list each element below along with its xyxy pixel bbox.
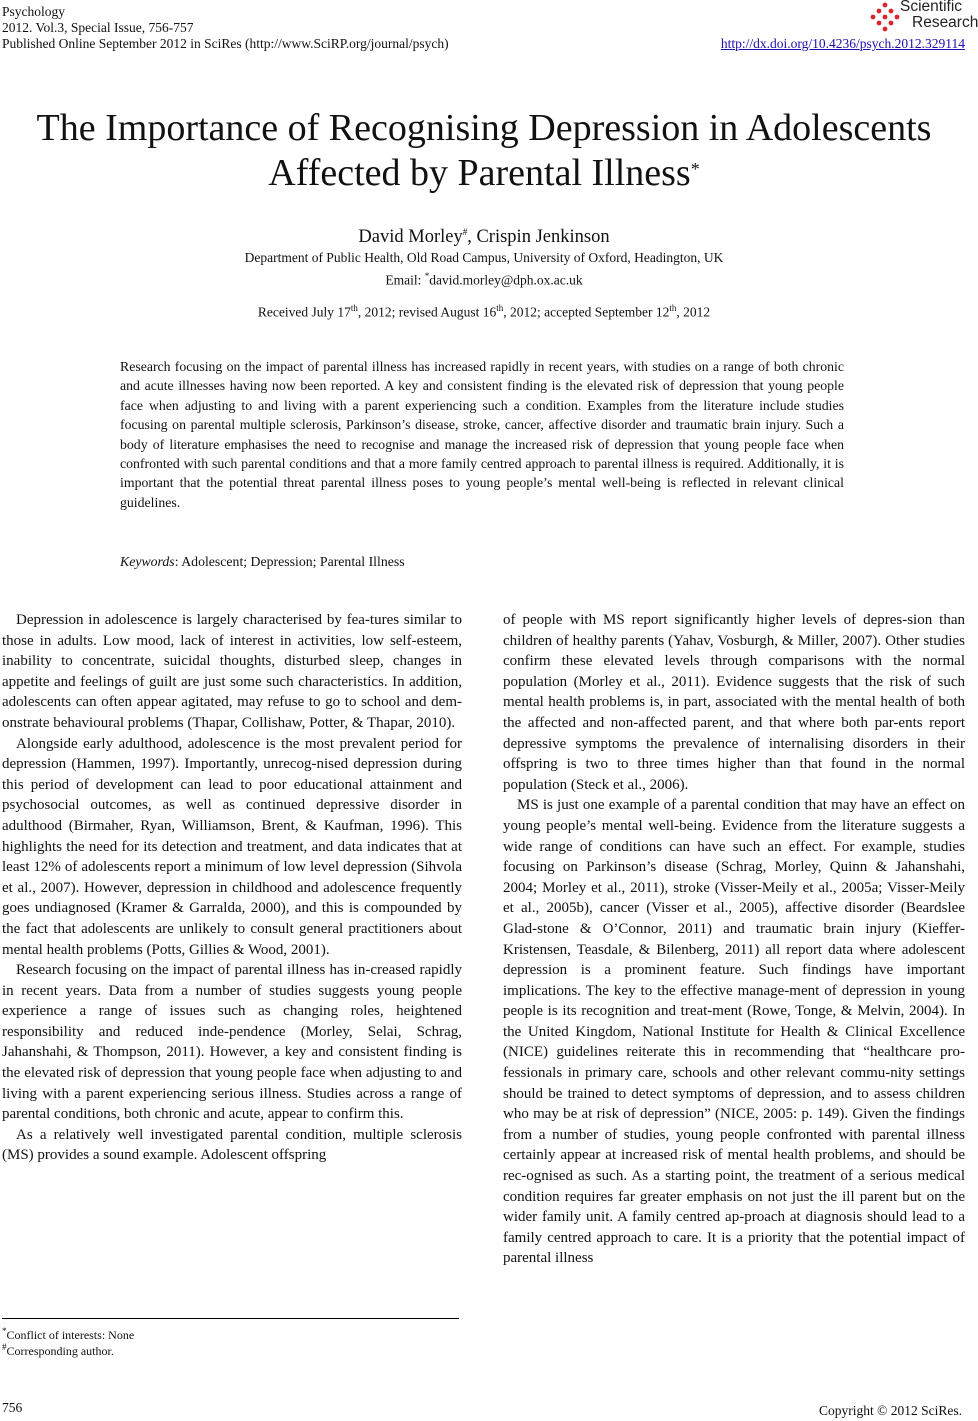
right-column: [503, 610, 965, 1269]
title-line-2: [0, 151, 968, 196]
published-line: Published Online September 2012 in SciRes (http://www.SciRP.org/journal/psych): [2, 36, 449, 51]
copyright: Copyright © 2012 SciRes.: [818, 1403, 962, 1418]
email-line: [0, 267, 968, 290]
scientific-research-logo: [868, 0, 978, 36]
affiliation-text: Department of Public Health, Old Road Campus, University of Oxford, Headington, UK: [244, 250, 724, 265]
received-sup-3: th: [669, 303, 677, 313]
received-sup-1: th: [350, 303, 358, 313]
keywords-label: Keywords: [120, 554, 175, 569]
keywords: [120, 554, 405, 570]
author-1-mark: #: [462, 227, 468, 237]
body-paragraph: Alongside early adulthood, adolescence is the most prevalent period for depression (Hammen, 1997). Importantly, unrecog-nised depression during this period of development can lead to poor educational attainment and psychosocial outcomes, as well as continued depressive disorder in adulthood (Birmaher, Ryan, Williamson, Brent, & Kaufman, 1996). This highlights the need for its detection and treatment, and data indicates that at least 12% of adolescents report a minimum of low level depression (Sihvola et al., 2007). However, depression in childhood and adolescence frequently goes undiagnosed (Kramer & Garralda, 2000), and this is compounded by the fact that adolescents are unlikely to consult general practitioners about mental health problems (Potts, Gillies & Wood, 2001).: [2, 735, 462, 958]
body-paragraph: Research focusing on the impact of parental illness has in-creased rapidly in recent years. Data from a number of studies suggests young people experience a range of issues such as changing roles, heightened responsibility and reduced inde-pendence (Morley, Selai, Schrag, Jahanshahi, & Thompson, 2011). However, a key and consistent finding is the elevated risk of depression that young people face when adjusting to and living with a parent experiencing serious illness. Studies across a range of parental conditions, both chronic and acute, appear to confirm this.: [2, 962, 462, 1123]
body-paragraph: Depression in adolescence is largely characterised by fea-tures similar to those in adults. Low mood, lack of interest in activities, low self-esteem, inability to concentrate, suicidal thoughts, disturbed sleep, changes in appetite and feelings of guilt are just some such characteristics. In addition, adolescents can often appear agitated, may refuse to go to school and dem-onstrate behavioural problems (Thapar, Collishaw, Potter, & Thapar, 2010).: [2, 612, 462, 731]
title-line-1: The Importance of Recognising Depression in Adolescents: [36, 107, 932, 149]
paper-title: [0, 106, 968, 196]
logo-line-1: Scientific: [900, 0, 963, 15]
logo-text: [900, 0, 978, 31]
body-paragraph: of people with MS report significantly higher levels of depres-sion than children of healthy parents (Yahav, Vosburgh, & Miller, 2007). Other studies confirm these elevated levels through comparisons with the normal population (Morley et al., 2011). Evidence suggests that the risk of such mental health problems is, in part, associated with the mental health of both the affected and non-affected parent, and that where both par-ents report depressive symptoms the prevalence of internalising disorders in their offspring is two to three times higher than that found in the normal population (Steck et al., 2006).: [503, 612, 965, 793]
footnote-2-mark: #: [2, 1342, 7, 1352]
footnote-divider: [2, 1318, 459, 1319]
footnote-2: [2, 1339, 114, 1359]
received-sup-2: th: [496, 303, 504, 313]
doi-link[interactable]: http://dx.doi.org/10.4236/psych.2012.329114: [720, 36, 965, 51]
body-paragraph: MS is just one example of a parental condition that may have an effect on young people’s mental well-being. Evidence from the literature suggests a wide range of conditions can have such an effect. For example, studies focusing on Parkinson’s disease (Schrag, Morley, Quinn & Jahanshahi, 2004; Morley et al., 2011), stroke (Visser-Meily et al., 2005a; Visser-Meily et al., 2005b), cancer (Visser et al., 2005), affective disorder (Beardslee Glad-stone & O’Connor, 2011) and traumatic brain injury (Kieffer-Kristensen, Teasdale, & Bilenberg, 2011) all report data where adolescent depression is a prominent feature. Such findings have important implications. The key to the effective manage-ment of depression in young people is its recognition and treat-ment (Rowe, Tonge, & Melvin, 2004). In the United Kingdom, National Institute for Health & Clinical Excellence (NICE) guidelines reiterate this in recommending that “healthcare pro-fessionals in primary care, schools and other relevant commu-nity settings should be trained to detect symptoms of depression, and to assess children who may be at risk of depression” (NICE, 2005: p. 149). Given the findings from a number of studies, young people confronted with parental illness certainly appear at increased risk of mental health problems, and should be rec-ognised as such. As a starting point, the treatment of a serious medical condition requires far greater emphasis on not just the ill parent but on the wider family unit. A family centred ap-proach at diagnosis should lead to a family centred approach to care. It is a priority that the potential impact of parental illness: [503, 797, 965, 1267]
footnote-2-text: Corresponding author.: [6, 1344, 114, 1358]
received-part-1: Received July 17: [257, 304, 351, 320]
received-part-2: , 2012; revised August 16: [357, 304, 497, 320]
journal-volume: 2012. Vol.3, Special Issue, 756-757: [2, 20, 194, 35]
body-paragraph: As a relatively well investigated parental condition, multiple sclerosis (MS) provides a sound example. Adolescent offspring: [2, 1126, 462, 1164]
affiliation: [0, 249, 968, 290]
left-column: [2, 610, 462, 1166]
received-dates: [0, 303, 968, 321]
author-line: [0, 227, 968, 248]
email-mark: *: [424, 271, 430, 281]
footnote-1-text: Conflict of interests: None: [6, 1328, 135, 1342]
email-label: Email:: [385, 272, 425, 288]
author-1: David Morley: [358, 227, 463, 248]
abstract: Research focusing on the impact of parental illness has increased rapidly in recent years, with studies on a range of both chronic and acute illnesses having now been reported. A key and consistent finding is the elevated risk of depression that young people face when adjusting to and living with a parent experiencing such a condition. Examples from the literature include studies focusing on parental multiple sclerosis, Parkinson’s disease, stroke, cancer, affective disorder and traumatic brain injury. Such a body of literature emphasises the need to recognise and manage the increased risk of depression that young people face when confronted with such parental conditions and that a more family centred approach to parental illness is required. Additionally, it is important that the potential threat parental illness poses to young people’s mental well-being is reflected in relevant clinical guidelines.: [120, 359, 844, 510]
author-2: , Crispin Jenkinson: [467, 227, 610, 248]
title-footnote-mark: *: [690, 159, 700, 179]
logo-line-2: Research: [912, 14, 978, 31]
email-address: david.morley@dph.ox.ac.uk: [429, 272, 583, 288]
received-part-3: , 2012; accepted September 12: [503, 304, 670, 320]
journal-name: Psychology: [2, 4, 66, 19]
footnote-1-mark: *: [2, 1326, 7, 1336]
logo-diamond-icon: [868, 2, 902, 36]
received-part-4: , 2012: [676, 304, 711, 320]
page-number: 756: [2, 1400, 23, 1415]
keywords-text: : Adolescent; Depression; Parental Illness: [174, 554, 405, 569]
title-line-2-text: Affected by Parental Illness: [268, 152, 691, 194]
